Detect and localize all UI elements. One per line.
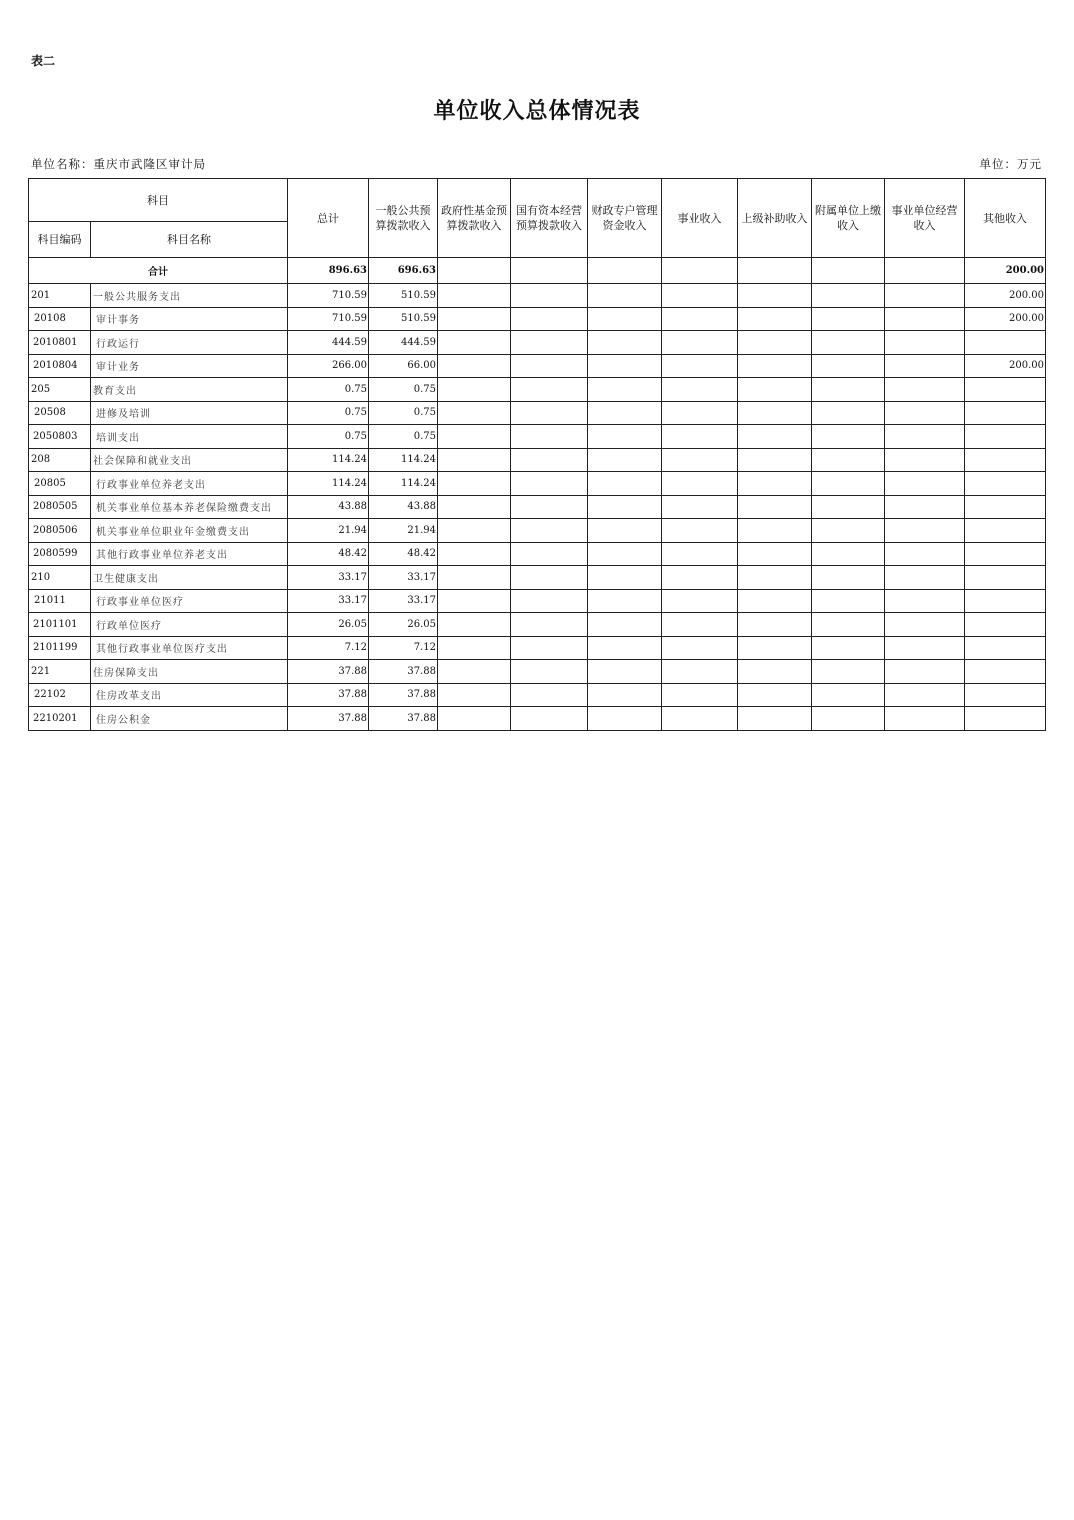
row-operating bbox=[885, 307, 965, 331]
row-affiliated bbox=[812, 542, 885, 566]
row-business bbox=[662, 542, 738, 566]
row-other bbox=[965, 613, 1046, 637]
row-operating bbox=[885, 425, 965, 449]
row-code: 2050803 bbox=[29, 425, 91, 449]
row-total: 710.59 bbox=[288, 307, 369, 331]
currency-unit: 单位：万元 bbox=[979, 157, 1042, 171]
table-row bbox=[29, 307, 1046, 331]
row-gov-fund bbox=[438, 566, 511, 590]
row-superior-subsidy bbox=[738, 683, 812, 707]
row-general-budget: 114.24 bbox=[369, 472, 438, 496]
row-operating bbox=[885, 495, 965, 519]
table-row bbox=[29, 519, 1046, 543]
row-total: 37.88 bbox=[288, 660, 369, 684]
row-other bbox=[965, 425, 1046, 449]
row-code: 21011 bbox=[29, 589, 91, 613]
row-fiscal-special bbox=[588, 660, 662, 684]
row-superior-subsidy bbox=[738, 331, 812, 355]
row-affiliated bbox=[812, 401, 885, 425]
unit-name: 单位名称：重庆市武隆区审计局 bbox=[31, 157, 206, 171]
total-general-budget: 696.63 bbox=[369, 258, 438, 284]
row-name: 卫生健康支出 bbox=[91, 566, 288, 590]
row-state-capital bbox=[511, 331, 588, 355]
row-name: 审计事务 bbox=[91, 307, 288, 331]
row-general-budget: 33.17 bbox=[369, 566, 438, 590]
row-superior-subsidy bbox=[738, 401, 812, 425]
row-gov-fund bbox=[438, 495, 511, 519]
row-operating bbox=[885, 448, 965, 472]
row-general-budget: 21.94 bbox=[369, 519, 438, 543]
row-total: 710.59 bbox=[288, 284, 369, 308]
row-general-budget: 0.75 bbox=[369, 425, 438, 449]
row-affiliated bbox=[812, 636, 885, 660]
row-general-budget: 114.24 bbox=[369, 448, 438, 472]
row-fiscal-special bbox=[588, 542, 662, 566]
row-state-capital bbox=[511, 566, 588, 590]
table-row bbox=[29, 636, 1046, 660]
header-subject: 科目 bbox=[29, 179, 288, 222]
row-gov-fund bbox=[438, 448, 511, 472]
row-gov-fund bbox=[438, 472, 511, 496]
row-state-capital bbox=[511, 495, 588, 519]
table-row bbox=[29, 331, 1046, 355]
row-other: 200.00 bbox=[965, 284, 1046, 308]
total-other: 200.00 bbox=[965, 258, 1046, 284]
row-name: 其他行政事业单位医疗支出 bbox=[91, 636, 288, 660]
row-name: 进修及培训 bbox=[91, 401, 288, 425]
row-code: 2101199 bbox=[29, 636, 91, 660]
row-code: 210 bbox=[29, 566, 91, 590]
table-row bbox=[29, 472, 1046, 496]
total-business bbox=[662, 258, 738, 284]
row-operating bbox=[885, 566, 965, 590]
row-code: 22102 bbox=[29, 683, 91, 707]
row-general-budget: 26.05 bbox=[369, 613, 438, 637]
row-code: 201 bbox=[29, 284, 91, 308]
table-row bbox=[29, 683, 1046, 707]
row-fiscal-special bbox=[588, 519, 662, 543]
row-operating bbox=[885, 472, 965, 496]
row-name: 社会保障和就业支出 bbox=[91, 448, 288, 472]
row-other bbox=[965, 660, 1046, 684]
row-operating bbox=[885, 613, 965, 637]
row-code: 2010801 bbox=[29, 331, 91, 355]
row-gov-fund bbox=[438, 378, 511, 402]
row-gov-fund bbox=[438, 589, 511, 613]
row-total: 0.75 bbox=[288, 378, 369, 402]
row-general-budget: 43.88 bbox=[369, 495, 438, 519]
row-gov-fund bbox=[438, 636, 511, 660]
row-code: 2080599 bbox=[29, 542, 91, 566]
row-name: 教育支出 bbox=[91, 378, 288, 402]
row-other bbox=[965, 707, 1046, 731]
row-superior-subsidy bbox=[738, 354, 812, 378]
row-state-capital bbox=[511, 519, 588, 543]
row-total: 48.42 bbox=[288, 542, 369, 566]
row-gov-fund bbox=[438, 425, 511, 449]
row-other bbox=[965, 331, 1046, 355]
row-gov-fund bbox=[438, 519, 511, 543]
row-fiscal-special bbox=[588, 636, 662, 660]
row-gov-fund bbox=[438, 284, 511, 308]
table-row bbox=[29, 284, 1046, 308]
table-body bbox=[29, 258, 1046, 731]
header-affiliated: 附属单位上缴收入 bbox=[812, 179, 885, 258]
row-superior-subsidy bbox=[738, 307, 812, 331]
row-business bbox=[662, 636, 738, 660]
row-business bbox=[662, 707, 738, 731]
row-business bbox=[662, 354, 738, 378]
row-general-budget: 37.88 bbox=[369, 683, 438, 707]
row-superior-subsidy bbox=[738, 542, 812, 566]
row-gov-fund bbox=[438, 613, 511, 637]
row-general-budget: 444.59 bbox=[369, 331, 438, 355]
row-superior-subsidy bbox=[738, 448, 812, 472]
row-other bbox=[965, 472, 1046, 496]
total-total: 896.63 bbox=[288, 258, 369, 284]
row-total: 444.59 bbox=[288, 331, 369, 355]
row-affiliated bbox=[812, 448, 885, 472]
total-operating bbox=[885, 258, 965, 284]
row-state-capital bbox=[511, 707, 588, 731]
row-total: 0.75 bbox=[288, 401, 369, 425]
row-business bbox=[662, 331, 738, 355]
row-fiscal-special bbox=[588, 683, 662, 707]
header-state-capital: 国有资本经营预算拨款收入 bbox=[511, 179, 588, 258]
row-business bbox=[662, 472, 738, 496]
row-state-capital bbox=[511, 425, 588, 449]
header-fiscal-special: 财政专户管理资金收入 bbox=[588, 179, 662, 258]
row-business bbox=[662, 284, 738, 308]
row-fiscal-special bbox=[588, 472, 662, 496]
row-gov-fund bbox=[438, 307, 511, 331]
table-row bbox=[29, 378, 1046, 402]
row-gov-fund bbox=[438, 542, 511, 566]
row-affiliated bbox=[812, 307, 885, 331]
row-operating bbox=[885, 519, 965, 543]
row-operating bbox=[885, 401, 965, 425]
row-total: 26.05 bbox=[288, 613, 369, 637]
table-row bbox=[29, 495, 1046, 519]
row-state-capital bbox=[511, 613, 588, 637]
row-state-capital bbox=[511, 401, 588, 425]
row-fiscal-special bbox=[588, 448, 662, 472]
header-code: 科目编码 bbox=[29, 222, 91, 258]
header-total: 总计 bbox=[288, 179, 369, 258]
row-business bbox=[662, 401, 738, 425]
row-general-budget: 0.75 bbox=[369, 378, 438, 402]
row-superior-subsidy bbox=[738, 613, 812, 637]
row-other bbox=[965, 566, 1046, 590]
row-business bbox=[662, 495, 738, 519]
header-superior-subsidy: 上级补助收入 bbox=[738, 179, 812, 258]
row-state-capital bbox=[511, 542, 588, 566]
row-state-capital bbox=[511, 683, 588, 707]
row-other bbox=[965, 636, 1046, 660]
row-code: 2210201 bbox=[29, 707, 91, 731]
row-affiliated bbox=[812, 660, 885, 684]
row-superior-subsidy bbox=[738, 519, 812, 543]
row-code: 208 bbox=[29, 448, 91, 472]
row-code: 2010804 bbox=[29, 354, 91, 378]
row-affiliated bbox=[812, 683, 885, 707]
row-gov-fund bbox=[438, 401, 511, 425]
row-superior-subsidy bbox=[738, 284, 812, 308]
row-other: 200.00 bbox=[965, 354, 1046, 378]
row-fiscal-special bbox=[588, 495, 662, 519]
row-other bbox=[965, 519, 1046, 543]
row-fiscal-special bbox=[588, 354, 662, 378]
table-header bbox=[29, 179, 1046, 258]
row-operating bbox=[885, 636, 965, 660]
row-name: 行政单位医疗 bbox=[91, 613, 288, 637]
header-general-budget: 一般公共预算拨款收入 bbox=[369, 179, 438, 258]
row-other: 200.00 bbox=[965, 307, 1046, 331]
row-gov-fund bbox=[438, 707, 511, 731]
row-superior-subsidy bbox=[738, 660, 812, 684]
row-total: 33.17 bbox=[288, 566, 369, 590]
row-code: 20108 bbox=[29, 307, 91, 331]
table-row bbox=[29, 401, 1046, 425]
row-general-budget: 48.42 bbox=[369, 542, 438, 566]
row-superior-subsidy bbox=[738, 472, 812, 496]
row-business bbox=[662, 613, 738, 637]
row-business bbox=[662, 589, 738, 613]
row-general-budget: 37.88 bbox=[369, 707, 438, 731]
form-number: 表二 bbox=[31, 54, 56, 68]
row-operating bbox=[885, 683, 965, 707]
row-operating bbox=[885, 542, 965, 566]
table-row bbox=[29, 589, 1046, 613]
row-state-capital bbox=[511, 307, 588, 331]
table-row bbox=[29, 566, 1046, 590]
row-code: 2080506 bbox=[29, 519, 91, 543]
row-name: 行政事业单位养老支出 bbox=[91, 472, 288, 496]
row-affiliated bbox=[812, 495, 885, 519]
row-state-capital bbox=[511, 284, 588, 308]
row-general-budget: 510.59 bbox=[369, 284, 438, 308]
row-fiscal-special bbox=[588, 401, 662, 425]
row-code: 205 bbox=[29, 378, 91, 402]
total-row bbox=[29, 258, 1046, 284]
row-superior-subsidy bbox=[738, 636, 812, 660]
row-total: 43.88 bbox=[288, 495, 369, 519]
row-code: 2101101 bbox=[29, 613, 91, 637]
row-superior-subsidy bbox=[738, 425, 812, 449]
row-business bbox=[662, 425, 738, 449]
row-operating bbox=[885, 707, 965, 731]
row-state-capital bbox=[511, 472, 588, 496]
row-other bbox=[965, 378, 1046, 402]
row-superior-subsidy bbox=[738, 707, 812, 731]
row-business bbox=[662, 683, 738, 707]
row-other bbox=[965, 542, 1046, 566]
row-fiscal-special bbox=[588, 707, 662, 731]
row-affiliated bbox=[812, 354, 885, 378]
row-name: 行政事业单位医疗 bbox=[91, 589, 288, 613]
row-fiscal-special bbox=[588, 307, 662, 331]
row-state-capital bbox=[511, 354, 588, 378]
row-total: 114.24 bbox=[288, 448, 369, 472]
row-affiliated bbox=[812, 613, 885, 637]
row-operating bbox=[885, 589, 965, 613]
table-row bbox=[29, 448, 1046, 472]
row-operating bbox=[885, 660, 965, 684]
row-general-budget: 510.59 bbox=[369, 307, 438, 331]
row-state-capital bbox=[511, 589, 588, 613]
table-row bbox=[29, 542, 1046, 566]
row-fiscal-special bbox=[588, 613, 662, 637]
row-fiscal-special bbox=[588, 284, 662, 308]
row-total: 7.12 bbox=[288, 636, 369, 660]
row-name: 机关事业单位基本养老保险缴费支出 bbox=[91, 495, 288, 519]
total-label: 合计 bbox=[29, 258, 288, 284]
row-general-budget: 0.75 bbox=[369, 401, 438, 425]
row-state-capital bbox=[511, 660, 588, 684]
row-name: 行政运行 bbox=[91, 331, 288, 355]
row-fiscal-special bbox=[588, 566, 662, 590]
header-name: 科目名称 bbox=[91, 222, 288, 258]
total-gov-fund bbox=[438, 258, 511, 284]
header-business: 事业收入 bbox=[662, 179, 738, 258]
row-operating bbox=[885, 354, 965, 378]
table-row bbox=[29, 707, 1046, 731]
row-fiscal-special bbox=[588, 378, 662, 402]
row-total: 266.00 bbox=[288, 354, 369, 378]
row-general-budget: 33.17 bbox=[369, 589, 438, 613]
header-other: 其他收入 bbox=[965, 179, 1046, 258]
row-total: 114.24 bbox=[288, 472, 369, 496]
row-affiliated bbox=[812, 331, 885, 355]
row-name: 审计业务 bbox=[91, 354, 288, 378]
row-name: 住房公积金 bbox=[91, 707, 288, 731]
row-superior-subsidy bbox=[738, 495, 812, 519]
table-row bbox=[29, 660, 1046, 684]
row-business bbox=[662, 566, 738, 590]
row-state-capital bbox=[511, 448, 588, 472]
row-gov-fund bbox=[438, 354, 511, 378]
row-other bbox=[965, 589, 1046, 613]
row-name: 培训支出 bbox=[91, 425, 288, 449]
row-name: 住房保障支出 bbox=[91, 660, 288, 684]
row-total: 21.94 bbox=[288, 519, 369, 543]
row-affiliated bbox=[812, 284, 885, 308]
row-gov-fund bbox=[438, 660, 511, 684]
row-other bbox=[965, 683, 1046, 707]
row-operating bbox=[885, 284, 965, 308]
row-affiliated bbox=[812, 566, 885, 590]
page-title: 单位收入总体情况表 bbox=[433, 98, 641, 124]
row-affiliated bbox=[812, 519, 885, 543]
row-general-budget: 7.12 bbox=[369, 636, 438, 660]
header-operating: 事业单位经营收入 bbox=[885, 179, 965, 258]
row-name: 住房改革支出 bbox=[91, 683, 288, 707]
row-operating bbox=[885, 378, 965, 402]
total-fiscal-special bbox=[588, 258, 662, 284]
row-affiliated bbox=[812, 472, 885, 496]
row-superior-subsidy bbox=[738, 566, 812, 590]
total-affiliated bbox=[812, 258, 885, 284]
row-affiliated bbox=[812, 378, 885, 402]
row-affiliated bbox=[812, 707, 885, 731]
header-gov-fund: 政府性基金预算拨款收入 bbox=[438, 179, 511, 258]
row-fiscal-special bbox=[588, 589, 662, 613]
row-operating bbox=[885, 331, 965, 355]
row-general-budget: 37.88 bbox=[369, 660, 438, 684]
row-state-capital bbox=[511, 378, 588, 402]
row-fiscal-special bbox=[588, 425, 662, 449]
row-business bbox=[662, 378, 738, 402]
row-business bbox=[662, 660, 738, 684]
table-row bbox=[29, 613, 1046, 637]
row-total: 37.88 bbox=[288, 707, 369, 731]
row-total: 37.88 bbox=[288, 683, 369, 707]
row-business bbox=[662, 307, 738, 331]
table-row bbox=[29, 354, 1046, 378]
row-gov-fund bbox=[438, 683, 511, 707]
row-affiliated bbox=[812, 425, 885, 449]
row-superior-subsidy bbox=[738, 589, 812, 613]
row-code: 20508 bbox=[29, 401, 91, 425]
row-total: 0.75 bbox=[288, 425, 369, 449]
row-name: 一般公共服务支出 bbox=[91, 284, 288, 308]
row-name: 其他行政事业单位养老支出 bbox=[91, 542, 288, 566]
row-other bbox=[965, 401, 1046, 425]
row-other bbox=[965, 448, 1046, 472]
row-name: 机关事业单位职业年金缴费支出 bbox=[91, 519, 288, 543]
row-fiscal-special bbox=[588, 331, 662, 355]
total-superior-subsidy bbox=[738, 258, 812, 284]
table-row bbox=[29, 425, 1046, 449]
total-state-capital bbox=[511, 258, 588, 284]
row-affiliated bbox=[812, 589, 885, 613]
row-business bbox=[662, 448, 738, 472]
row-total: 33.17 bbox=[288, 589, 369, 613]
income-table bbox=[28, 178, 1046, 731]
row-general-budget: 66.00 bbox=[369, 354, 438, 378]
row-code: 20805 bbox=[29, 472, 91, 496]
row-state-capital bbox=[511, 636, 588, 660]
row-code: 221 bbox=[29, 660, 91, 684]
row-code: 2080505 bbox=[29, 495, 91, 519]
row-superior-subsidy bbox=[738, 378, 812, 402]
row-gov-fund bbox=[438, 331, 511, 355]
row-other bbox=[965, 495, 1046, 519]
row-business bbox=[662, 519, 738, 543]
